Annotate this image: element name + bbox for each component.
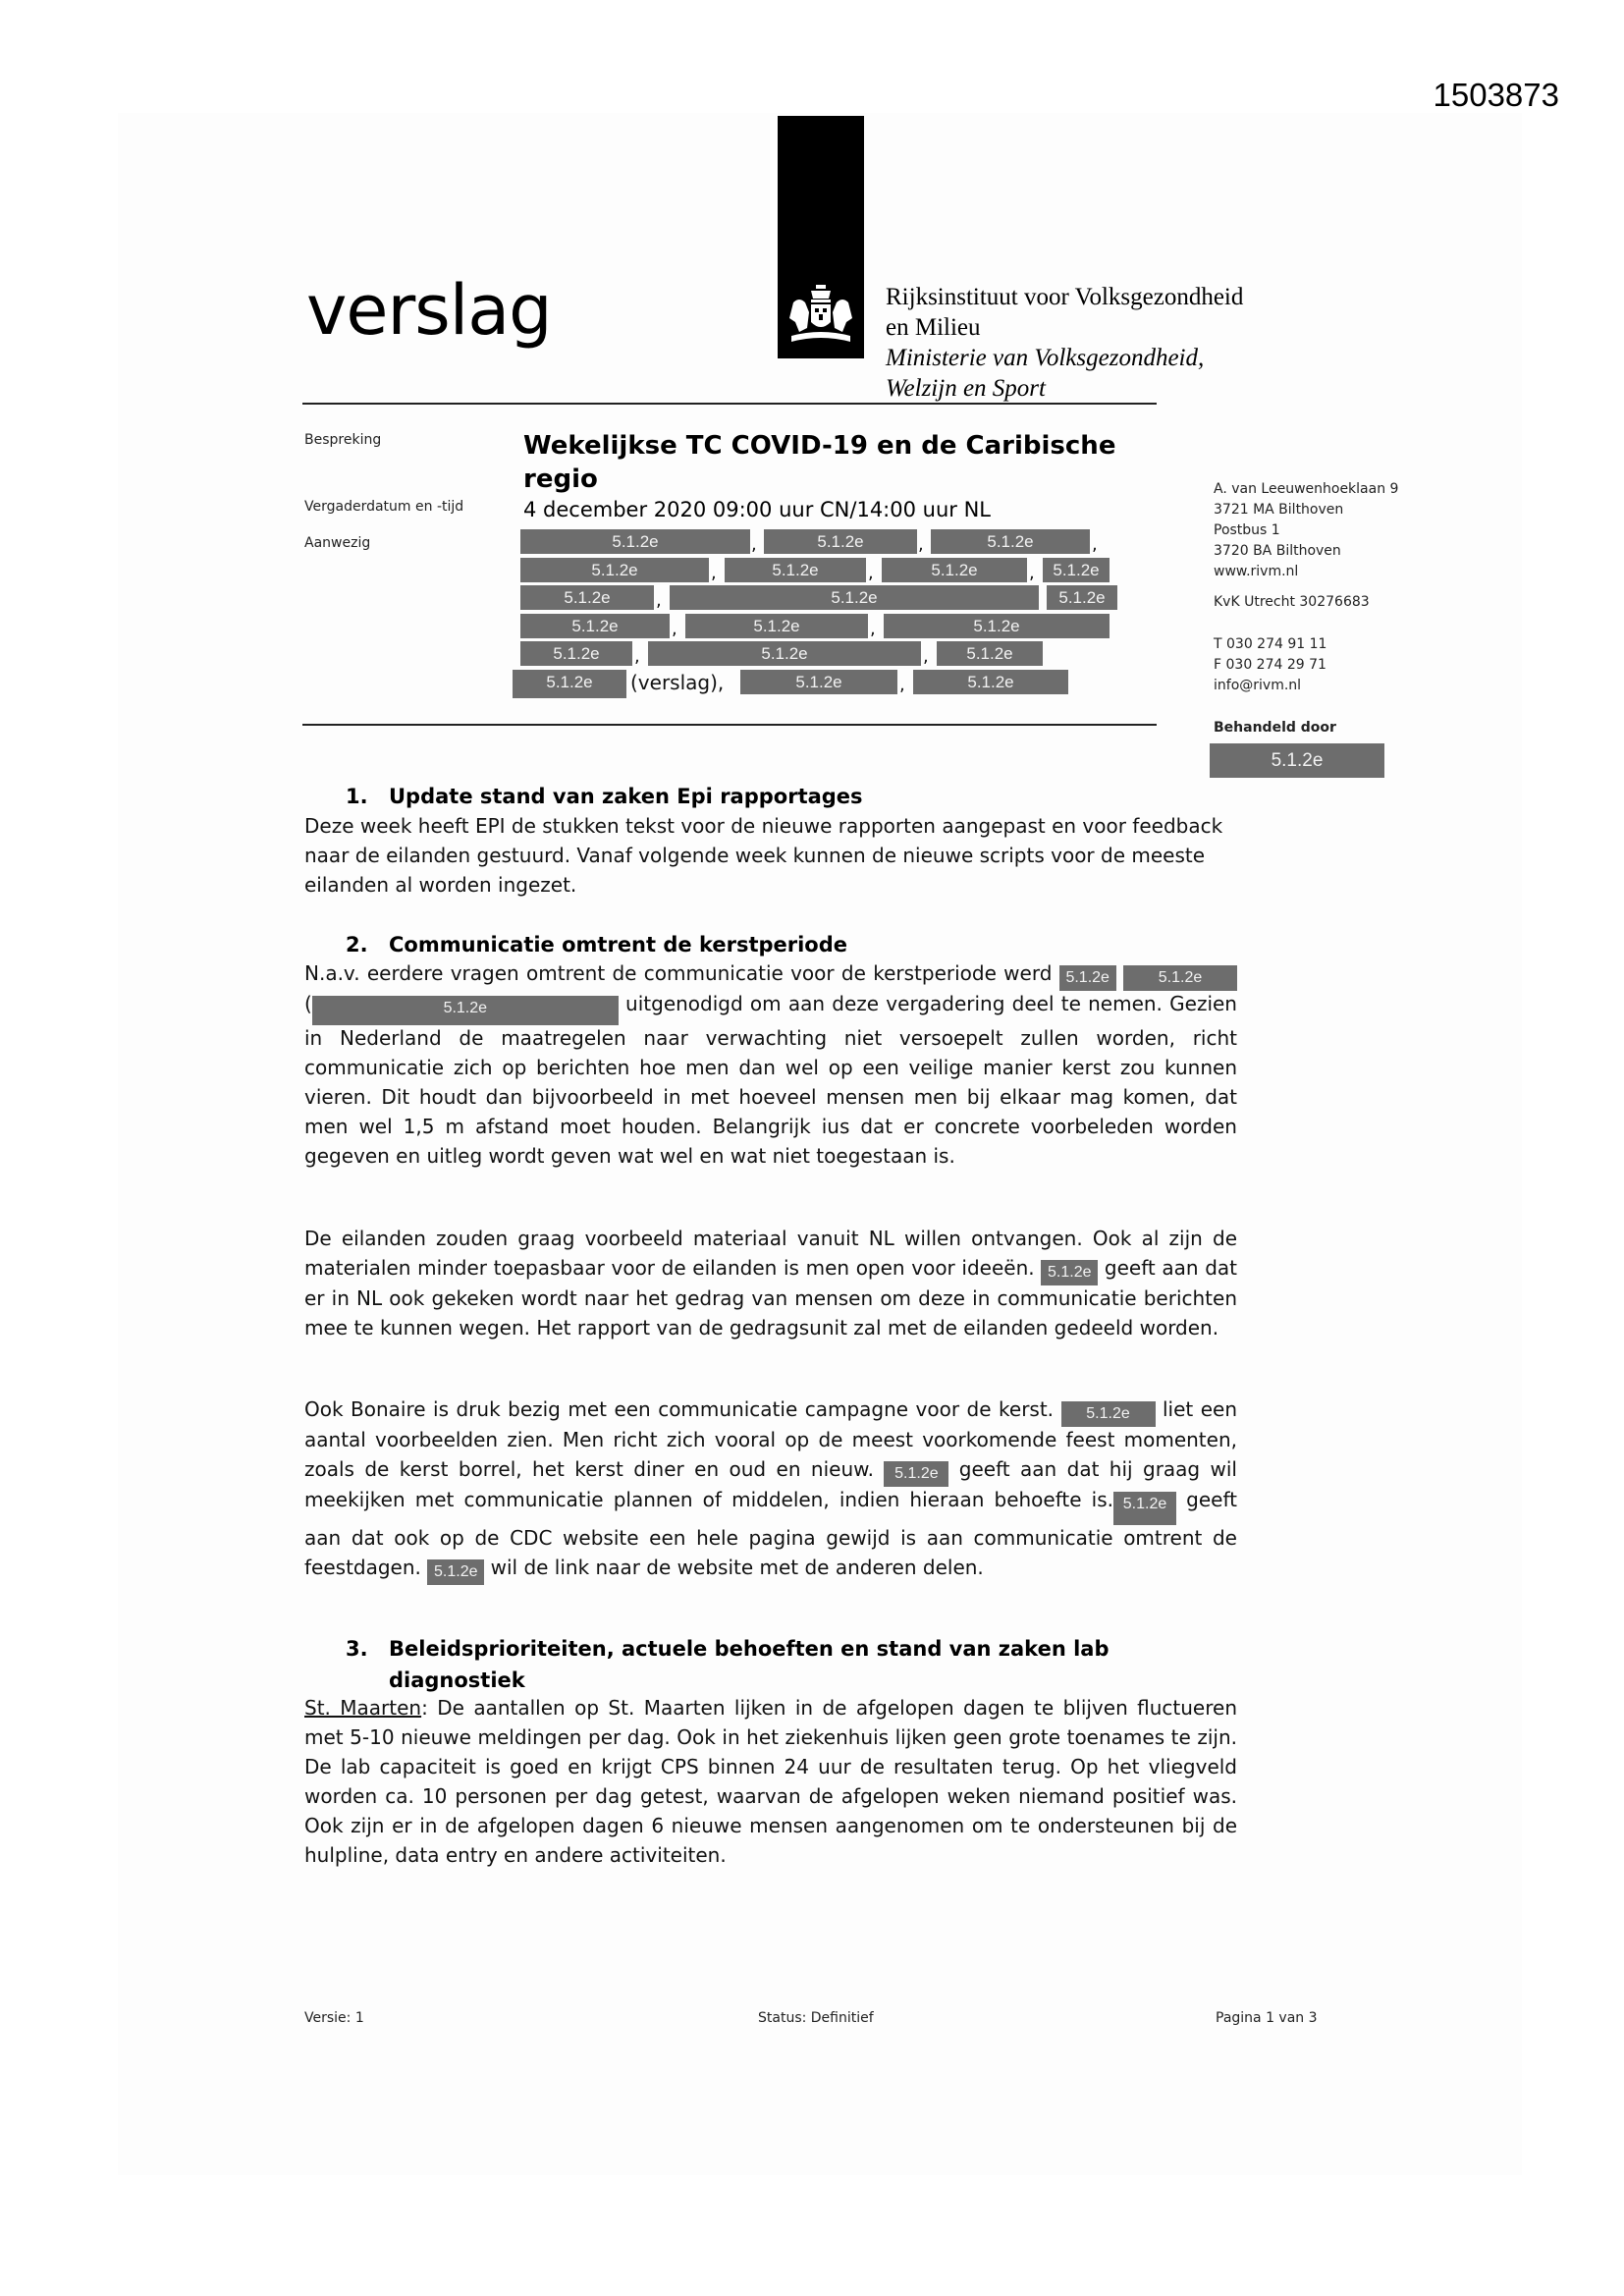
redaction-block: 5.1.2e	[1041, 1260, 1098, 1285]
redaction-block: 5.1.2e	[520, 614, 670, 638]
section-1-heading	[346, 781, 863, 812]
website-link[interactable]: www.rivm.nl	[1214, 564, 1299, 579]
text-run: : De aantallen op St. Maarten lijken in de afgelopen dagen te blijven fluctueren met 5-10 nieuwe meldingen per dag. Ook in het ziekenhuis lijken geen grote toenames te zijn. De lab capaciteit is goed en krijgt CPS binnen 24 uur de resultaten terug. Op het vliegveld worden ca. 10 personen per dag getest, waarvan de afgelopen weken niemand positief was. Ook zijn er in de afgelopen dagen 6 nieuwe mensen aangenomen om te ondersteunen bij de hulpline, data entry en andere activiteiten.	[304, 1696, 1237, 1867]
redaction-block: 5.1.2e	[884, 1461, 948, 1487]
footer-status: Status: Definitief	[758, 2010, 874, 2026]
separator: ,	[634, 646, 640, 667]
section-2-paragraph-2	[304, 1224, 1237, 1342]
text-run: uitgenodigd om aan deze vergadering deel te nemen. Gezien in Nederland de maatregelen naar verwachting niet versoepelt zullen worden, richt communicatie zich op berichten hoe men dan wel op een veilige manier kerst zou kunnen vieren. Dit houdt dan bijvoorbeeld in met hoeveel mensen men bij elkaar mag komen, dat men wel 1,5 m afstand moet houden. Belangrijk ius dat er concrete voorbeleden worden gegeven en uitleg wordt geven wat wel en wat niet toegestaan is.	[304, 992, 1237, 1168]
section-3-heading	[346, 1633, 1110, 1696]
ministry-line-2: Welzijn en Sport	[886, 375, 1046, 402]
rijksoverheid-logo-bar	[778, 116, 864, 358]
date-label: Vergaderdatum en -tijd	[304, 499, 464, 515]
section-2-paragraph-1	[304, 958, 1237, 1171]
header-divider	[302, 403, 1157, 405]
kvk-line: KvK Utrecht 30276683	[1214, 594, 1370, 610]
phone-line: T 030 274 91 11	[1214, 636, 1327, 652]
separator: ,	[899, 674, 905, 695]
redaction-block: 5.1.2e	[520, 641, 632, 666]
section-number: 1.	[346, 785, 368, 808]
postcode-line: 3720 BA Bilthoven	[1214, 543, 1341, 559]
section-2-paragraph-3	[304, 1394, 1237, 1583]
footer-page-number: Pagina 1 van 3	[1216, 2010, 1318, 2026]
handled-by-redaction: 5.1.2e	[1210, 743, 1384, 778]
redaction-block: 5.1.2e	[764, 529, 917, 554]
redaction-block: 5.1.2e	[648, 641, 921, 666]
separator: ,	[711, 562, 717, 583]
text-run: liet een aantal voorbeelden zien. Men richt zich vooral op de meest voorkomende feest momenten, zoals de kerst borrel, het kerst diner en oud en nieuw.	[304, 1397, 1237, 1481]
attendees-row	[513, 613, 1141, 641]
separator: ,	[923, 646, 929, 667]
attendees-row	[513, 669, 1141, 697]
redaction-block: 5.1.2e	[1047, 585, 1117, 610]
redaction-block: 5.1.2e	[427, 1559, 484, 1585]
org-line-2: en Milieu	[886, 314, 981, 341]
handled-by-label: Behandeld door	[1214, 720, 1336, 736]
text-run: Ook Bonaire is druk bezig met een communicatie campagne voor de kerst.	[304, 1397, 1061, 1421]
separator: ,	[751, 534, 757, 555]
redaction-block: 5.1.2e	[725, 558, 866, 582]
section-number: 3.	[346, 1637, 368, 1661]
ministry-line-1: Ministerie van Volksgezondheid,	[886, 345, 1205, 371]
redaction-block: 5.1.2e	[520, 529, 750, 554]
location-label: St. Maarten	[304, 1696, 422, 1720]
text-run: wil de link naar de website met de anderen delen.	[484, 1556, 984, 1579]
redaction-block: 5.1.2e	[513, 670, 626, 698]
contact-sidebar	[1214, 479, 1398, 738]
section-number: 2.	[346, 933, 368, 957]
org-line-1: Rijksinstituut voor Volksgezondheid	[886, 284, 1244, 310]
email-link[interactable]: info@rivm.nl	[1214, 678, 1302, 693]
text-run: De eilanden zouden graag voorbeeld materiaal vanuit NL willen ontvangen. Ook al zijn de materialen minder toepasbaar voor de eilanden is men open voor ideeën.	[304, 1227, 1237, 1280]
attendees-row	[513, 557, 1141, 585]
bespreking-label: Bespreking	[304, 432, 382, 448]
separator: ,	[672, 618, 677, 639]
section-3-paragraph	[304, 1693, 1237, 1870]
doc-type-title: verslag	[306, 270, 552, 351]
postbus-line: Postbus 1	[1214, 522, 1280, 538]
verslag-note: (verslag),	[630, 670, 725, 694]
redaction-block: 5.1.2e	[670, 585, 1039, 610]
attendees-row	[513, 584, 1141, 613]
text-run: (	[304, 992, 312, 1015]
redaction-block: 5.1.2e	[931, 529, 1090, 554]
attendees-row	[513, 640, 1141, 669]
redaction-block: 5.1.2e	[884, 614, 1110, 638]
section-title: Update stand van zaken Epi rapportages	[389, 785, 863, 808]
redaction-block: 5.1.2e	[1043, 558, 1110, 582]
fax-line: F 030 274 29 71	[1214, 657, 1326, 673]
meeting-title: Wekelijkse TC COVID-19 en de Caribische regio	[523, 431, 1116, 494]
text-run: N.a.v. eerdere vragen omtrent de communicatie voor de kerstperiode werd	[304, 961, 1059, 985]
redaction-block: 5.1.2e	[1059, 965, 1116, 991]
redaction-block: 5.1.2e	[1113, 1492, 1176, 1525]
separator: ,	[870, 618, 876, 639]
redaction-block: 5.1.2e	[740, 670, 897, 694]
text-run: geeft aan dat er in NL ook gekeken wordt naar het gedrag van mensen om deze in communicatie berichten mee te kunnen wegen. Het rapport van de gedragsunit zal met de eilanden gedeeld worden.	[304, 1256, 1238, 1339]
meta-divider	[302, 724, 1157, 726]
meeting-date: 4 december 2020 09:00 uur CN/14:00 uur NL	[523, 498, 991, 521]
document-number: 1503873	[1433, 77, 1559, 113]
attendees-label: Aanwezig	[304, 535, 371, 551]
separator: ,	[1092, 534, 1098, 555]
separator: ,	[656, 590, 662, 611]
address-line: 3721 MA Bilthoven	[1214, 502, 1344, 518]
section-title: Communicatie omtrent de kerstperiode	[389, 933, 848, 957]
text-run: geeft aan dat hij graag wil meekijken met communicatie plannen of middelen, indien hieraan behoefte is.	[304, 1457, 1237, 1511]
redaction-block: 5.1.2e	[937, 641, 1043, 666]
attendees-row	[513, 528, 1141, 557]
section-2-heading	[346, 929, 847, 960]
section-title-continued: diagnostiek	[389, 1668, 525, 1692]
coat-of-arms-icon	[785, 283, 856, 352]
address-line: A. van Leeuwenhoeklaan 9	[1214, 481, 1399, 497]
redaction-block: 5.1.2e	[1061, 1401, 1156, 1427]
redaction-block: 5.1.2e	[312, 996, 619, 1025]
redaction-block: 5.1.2e	[685, 614, 868, 638]
separator: ,	[1029, 562, 1035, 583]
attendees-list	[513, 528, 1141, 696]
section-1-paragraph: Deze week heeft EPI de stukken tekst voor de nieuwe rapporten aangepast en voor feedback naar de eilanden gestuurd. Vanaf volgende week kunnen de nieuwe scripts voor de meeste eilanden al worden ingezet.	[304, 814, 1223, 897]
redaction-block: 5.1.2e	[913, 670, 1068, 694]
text-run: geeft aan dat ook op de CDC website een hele pagina gewijd is aan communicatie omtrent de feestdagen.	[304, 1488, 1237, 1579]
section-title: Beleidsprioriteiten, actuele behoeften en stand van zaken lab	[389, 1637, 1110, 1661]
organization-name	[886, 282, 1243, 404]
separator: ,	[868, 562, 874, 583]
redaction-block: 5.1.2e	[1123, 965, 1237, 991]
redaction-block: 5.1.2e	[882, 558, 1027, 582]
footer-version: Versie: 1	[304, 2010, 364, 2026]
redaction-block: 5.1.2e	[520, 585, 654, 610]
separator: ,	[918, 534, 924, 555]
redaction-block: 5.1.2e	[520, 558, 709, 582]
